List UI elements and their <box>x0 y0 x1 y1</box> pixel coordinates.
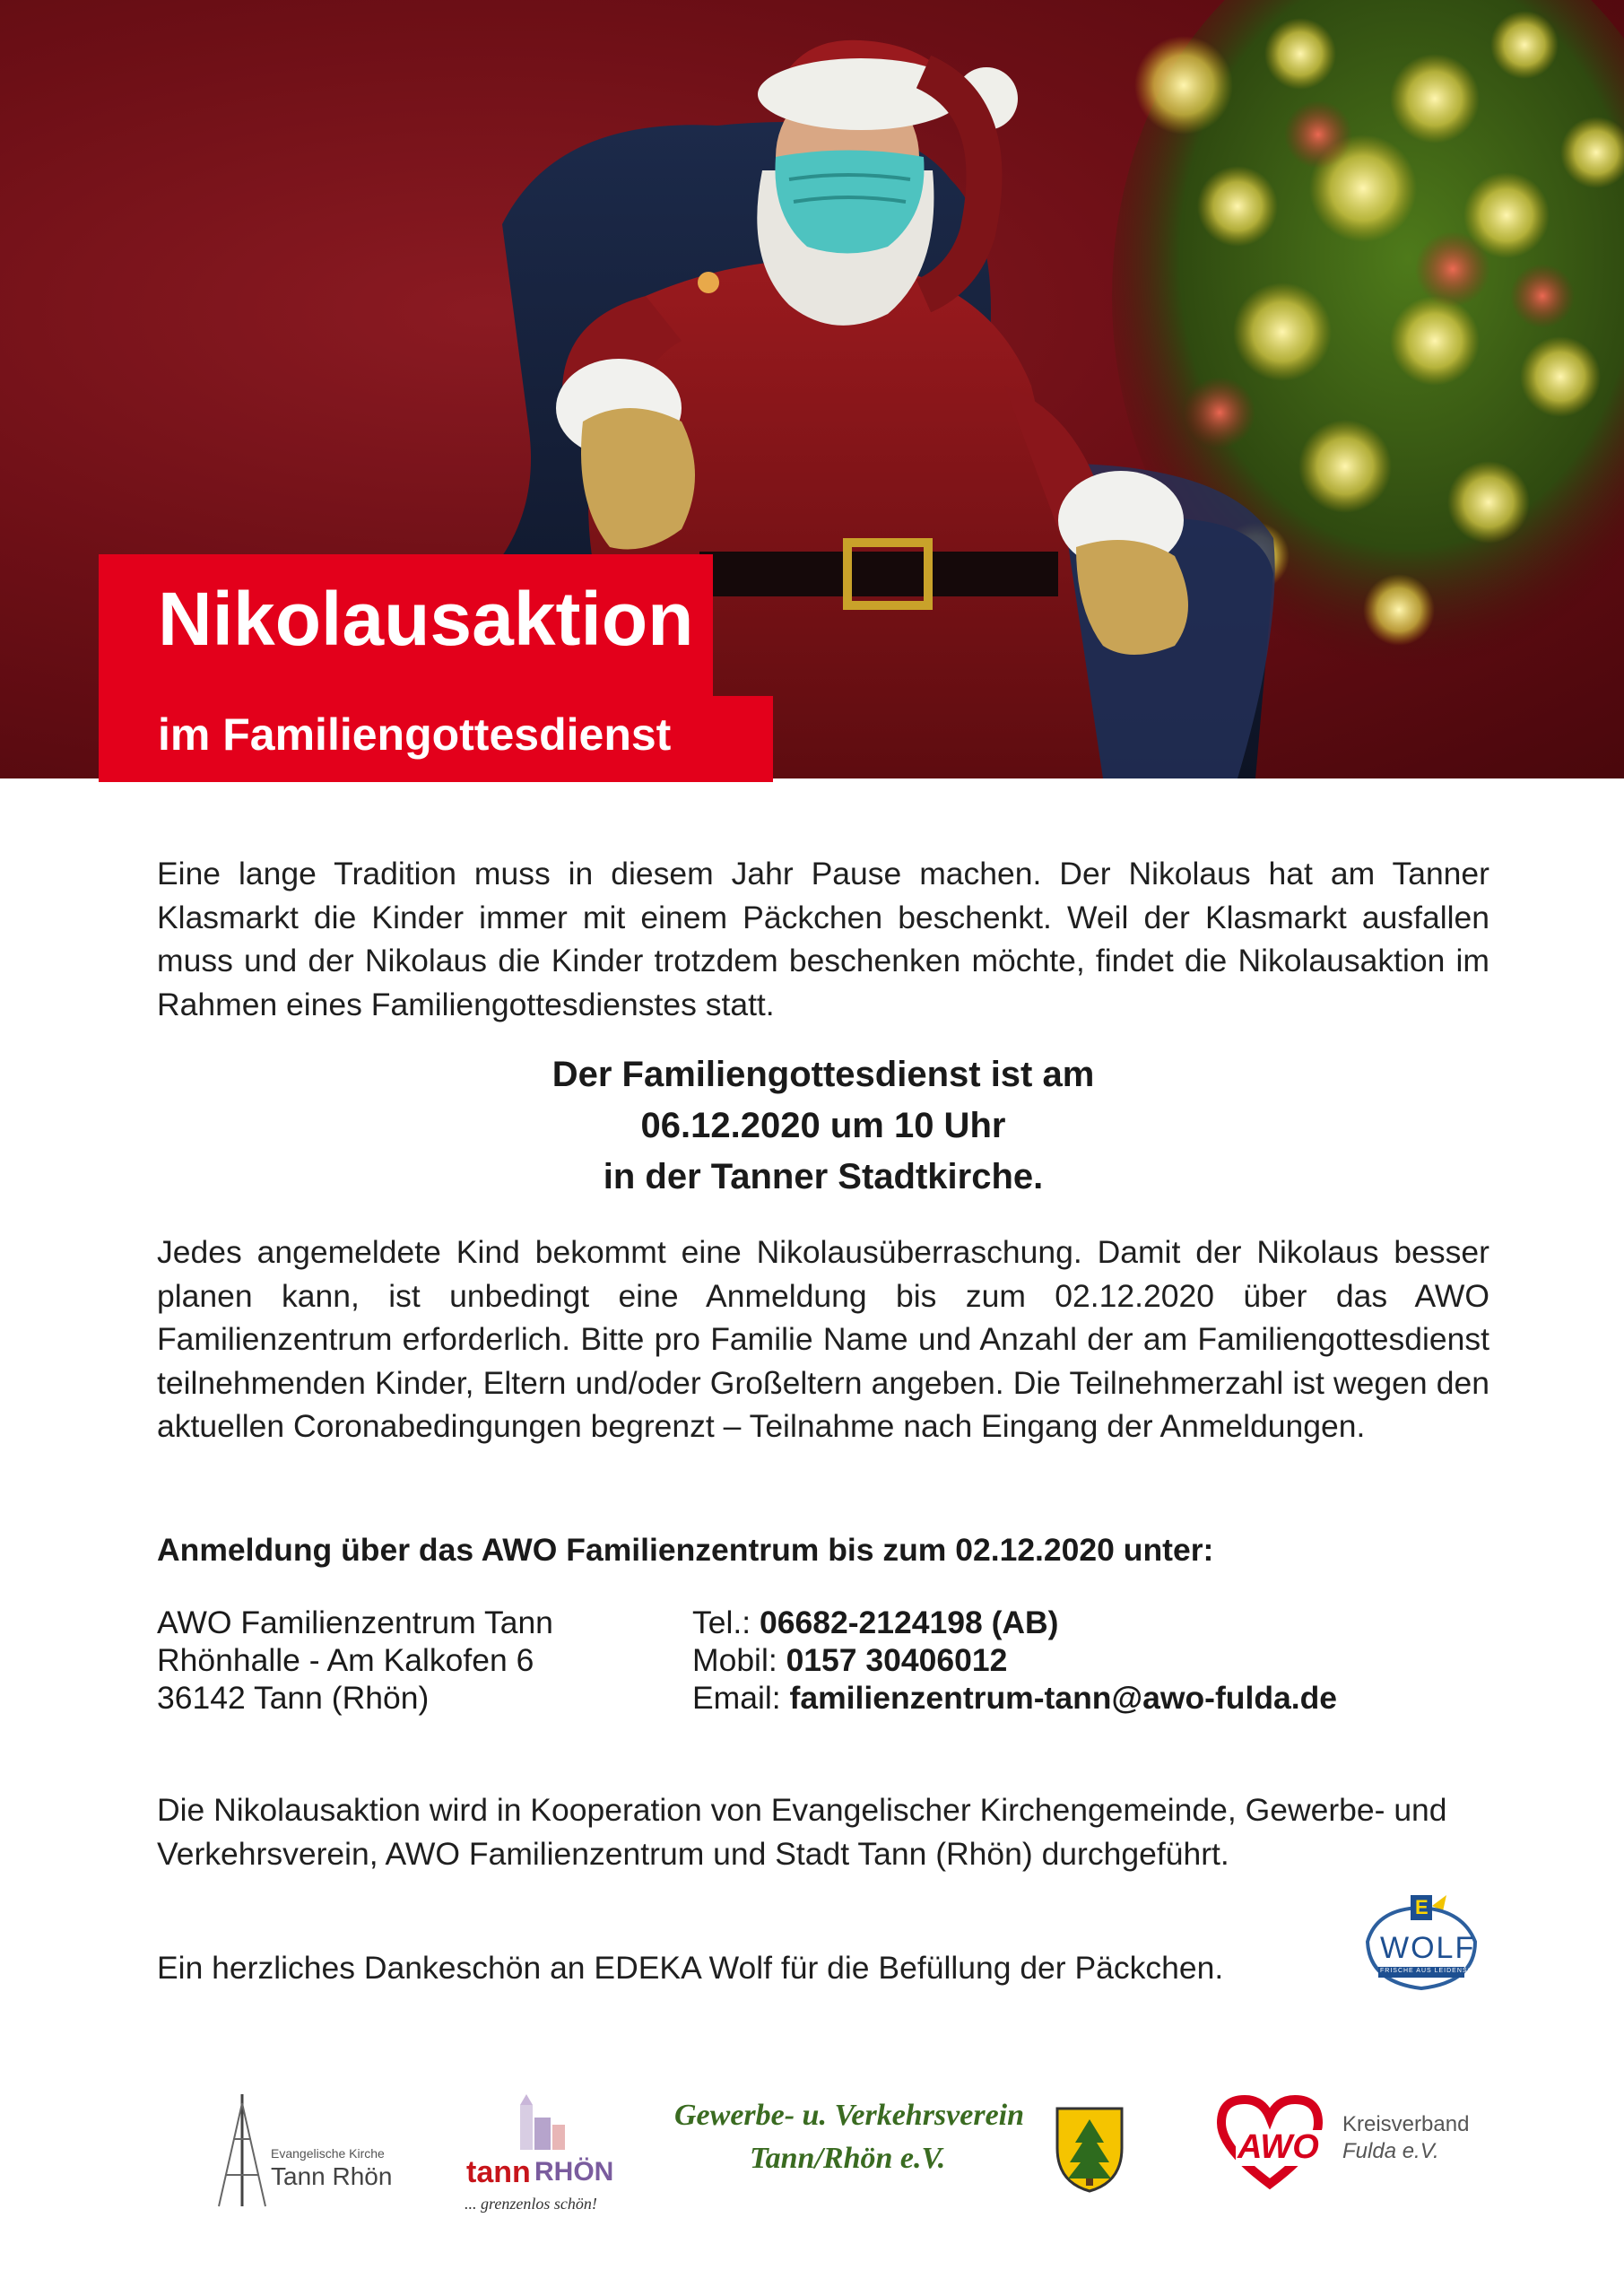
awo-name: AWO <box>1238 2128 1319 2166</box>
page-title: Nikolausaktion <box>158 577 694 661</box>
gewerbeverein-logo <box>674 2099 1042 2197</box>
details-paragraph: Jedes angemeldete Kind bekommt eine Nikolausüberraschung. Damit der Nikolaus besser planen kann, ist unbedingt eine Anmeldung bis zum 02.12.2020 über das AWO Familienzentrum erforderlich. Bitte pro Familie Name und Anzahl der am Familiengottesdienst teilnehmenden Kinder, Eltern und/oder Großeltern angeben. Die Teilnehmerzahl ist wegen den aktuellen Coronabedingungen begrenzt – Teilnahme nach Eingang der Anmeldungen. <box>157 1234 1489 1444</box>
address-line: 36142 Tann (Rhön) <box>157 1680 430 1716</box>
gv-line-1: Gewerbe- u. Verkehrsverein <box>674 2099 1025 2132</box>
tann-slogan: ... grenzenlos schön! <box>465 2195 597 2213</box>
contact-block <box>692 1604 1337 1717</box>
registration-heading: Anmeldung über das AWO Familienzentrum bis zum 02.12.2020 unter: <box>157 1532 1214 1568</box>
edeka-letter: E <box>1415 1896 1429 1918</box>
page-subtitle: im Familiengottesdienst <box>158 709 672 760</box>
email-address[interactable]: familienzentrum-tann@awo-fulda.de <box>789 1680 1338 1716</box>
email-label: Email: <box>692 1680 790 1716</box>
mobile-line <box>692 1641 1337 1679</box>
title-banner <box>99 554 713 696</box>
thanks-paragraph: Ein herzliches Dankeschön an EDEKA Wolf für die Befüllung der Päckchen. <box>157 1950 1224 1986</box>
church-line-1: Evangelische Kirche <box>271 2146 385 2161</box>
church-logo <box>199 2085 393 2211</box>
church-line-2: Tann Rhön <box>271 2162 393 2190</box>
address-line: AWO Familienzentrum Tann <box>157 1605 553 1640</box>
email-line <box>692 1679 1337 1717</box>
tann-rhoen-logo <box>456 2094 626 2224</box>
event-location: in der Tanner Stadtkirche. <box>603 1157 1044 1196</box>
event-line-1: Der Familiengottesdienst ist am <box>551 1055 1095 1094</box>
event-info <box>157 1049 1489 1203</box>
tann-name-a: tann <box>466 2155 531 2189</box>
subtitle-banner <box>99 696 773 782</box>
tann-coat-of-arms <box>1054 2103 1125 2193</box>
tann-name-b: RHÖN <box>534 2157 614 2187</box>
address-block <box>157 1604 553 1717</box>
phone-line <box>692 1604 1337 1641</box>
event-date: 06.12.2020 um 10 Uhr <box>640 1106 1006 1145</box>
address-line: Rhönhalle - Am Kalkofen 6 <box>157 1642 534 1678</box>
gv-line-2: Tann/Rhön e.V. <box>750 2142 946 2175</box>
edeka-name: WOLF <box>1380 1931 1476 1965</box>
awo-line-2: Fulda e.V. <box>1342 2139 1439 2163</box>
mobile-label: Mobil: <box>692 1642 786 1678</box>
intro-paragraph: Eine lange Tradition muss in diesem Jahr Pause machen. Der Nikolaus hat am Tanner Klasmarkt die Kinder immer mit einem Päckchen beschenkt. Weil der Klasmarkt ausfallen muss und der Nikolaus die Kinder trotzdem beschenken möchte, findet die Nikolausaktion im Rahmen eines Familiengottesdienstes statt. <box>157 856 1489 1022</box>
awo-logo <box>1212 2094 1486 2193</box>
cooperation-paragraph: Die Nikolausaktion wird in Kooperation von Evangelischer Kirchengemeinde, Gewerbe- und Verkehrsverein, AWO Familienzentrum und Stadt Tann (Rhön) durchgeführt. <box>157 1792 1447 1872</box>
edeka-wolf-logo <box>1350 1888 1498 2005</box>
mobile-number[interactable]: 0157 30406012 <box>786 1642 1008 1678</box>
edeka-tagline: FRISCHE AUS LEIDENSCHAFT <box>1380 1968 1493 1974</box>
phone-label: Tel.: <box>692 1605 760 1640</box>
phone-number[interactable]: 06682-2124198 (AB) <box>759 1605 1059 1640</box>
awo-line-1: Kreisverband <box>1342 2112 1470 2136</box>
